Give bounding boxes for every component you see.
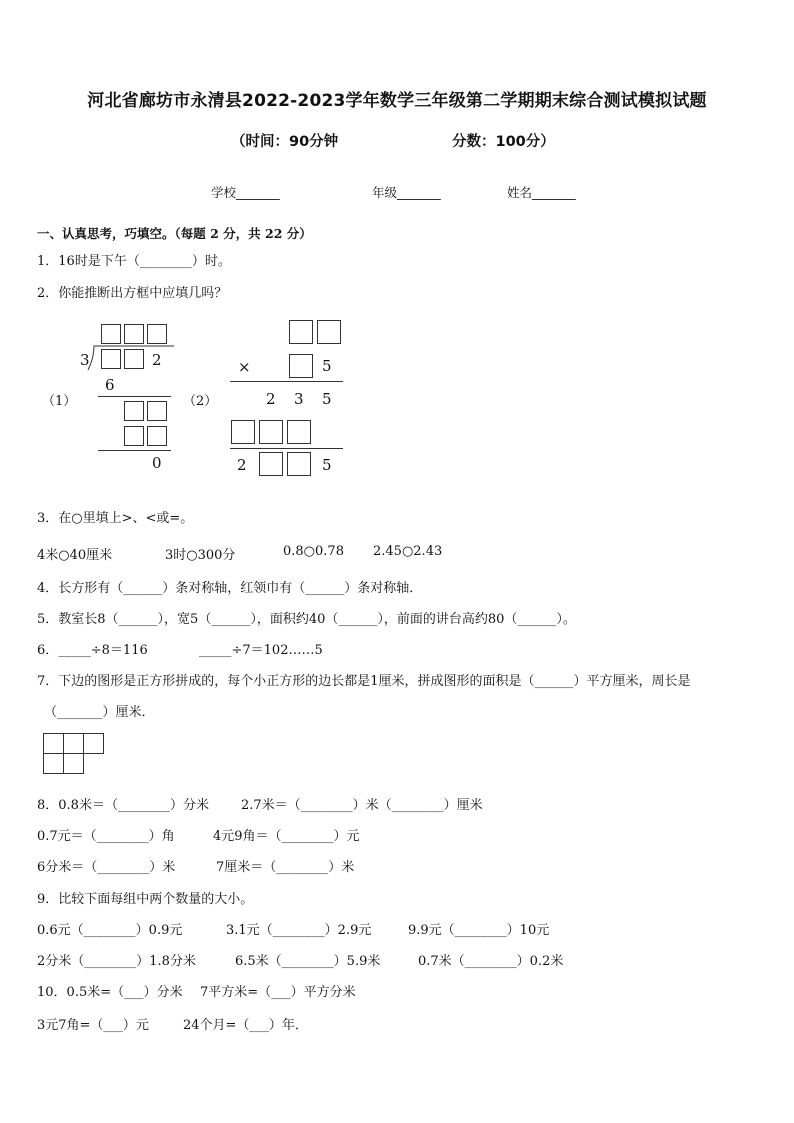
name-field: 姓名_______: [507, 185, 576, 200]
grade-field: 年级_______: [372, 185, 441, 200]
division-line: [98, 450, 171, 451]
figure-1-label: （1）: [42, 394, 77, 409]
times-sign: ×: [238, 358, 251, 376]
question-8-r2a: 0.7元＝（________）角: [37, 829, 175, 844]
product-digit: 3: [294, 390, 304, 408]
blank-box: [289, 320, 313, 344]
multiplication-line: [230, 448, 343, 449]
question-9: 9．比较下面每组中两个数量的大小。: [37, 892, 254, 907]
remainder-digit: 0: [152, 454, 162, 472]
blank-box: [101, 349, 121, 369]
square-cell: [43, 733, 64, 754]
square-cell: [83, 733, 104, 754]
compare-item: 2.45○2.43: [373, 544, 443, 559]
figure-2-label: （2）: [183, 394, 218, 409]
section-heading: 一、认真思考，巧填空。（每题 2 分，共 22 分）: [37, 226, 312, 241]
question-10-r2b: 24个月=（___）年．: [183, 1018, 308, 1033]
question-3: 3．在○里填上>、<或=。: [37, 511, 194, 526]
question-8-r3b: 7厘米＝（________）米: [216, 860, 355, 875]
product-digit: 5: [322, 390, 332, 408]
blank-box: [147, 426, 167, 446]
blank-box: [287, 420, 311, 444]
question-10-r2a: 3元7角=（___）元: [37, 1018, 149, 1033]
question-9-item: 6.5米（________）5.9米: [235, 954, 381, 969]
result-digit: 5: [322, 456, 332, 474]
question-4: 4．长方形有（______）条对称轴，红领巾有（______）条对称轴．: [37, 581, 423, 596]
blank-box: [317, 320, 341, 344]
question-8-r1a: 8．0.8米＝（________）分米: [37, 798, 209, 813]
divisor-digit: 3: [80, 351, 90, 369]
question-5: 5．教室长8（______），宽5（______），面积约40（______），前面的讲台高约80（______）。: [37, 612, 576, 627]
product-digit: 2: [266, 390, 276, 408]
division-line: [98, 396, 171, 397]
question-9-item: 0.7米（________）0.2米: [418, 954, 564, 969]
exam-time: （时间：90分钟: [231, 134, 339, 150]
blank-box: [259, 420, 283, 444]
blank-box: [124, 426, 144, 446]
question-8-r2b: 4元9角＝（________）元: [213, 829, 360, 844]
question-8-r1b: 2.7米＝（________）米（________）厘米: [241, 798, 483, 813]
compare-item: 3时○300分: [165, 548, 236, 563]
blank-box: [289, 354, 313, 378]
blank-box: [124, 401, 144, 421]
question-7-line1: 7．下边的图形是正方形拼成的，每个小正方形的边长都是1厘米，拼成图形的面积是（______）平方厘米，周长是: [37, 674, 691, 689]
question-10-r1b: 7平方米=（___）平方分米: [200, 985, 356, 1000]
question-6b: _____÷7＝102……5: [199, 643, 323, 658]
square-cell: [63, 753, 84, 774]
school-field: 学校_______: [211, 185, 280, 200]
square-cell: [63, 733, 84, 754]
question-9-item: 0.6元（________）0.9元: [37, 923, 183, 938]
exam-score: 分数：100分）: [452, 134, 555, 150]
blank-box: [259, 452, 283, 476]
question-9-item: 2分米（________）1.8分米: [37, 954, 196, 969]
blank-box: [101, 324, 121, 344]
compare-item: 0.8○0.78: [283, 544, 344, 559]
blank-box: [124, 324, 144, 344]
dividend-digit: 2: [152, 351, 162, 369]
question-9-item: 9.9元（________）10元: [408, 923, 550, 938]
compare-item: 4米○40厘米: [37, 548, 113, 563]
blank-box: [147, 324, 167, 344]
question-1: 1．16时是下午（________）时。: [37, 254, 231, 269]
multiplication-line: [230, 381, 343, 382]
blank-box: [287, 452, 311, 476]
question-8-r3a: 6分米＝（________）米: [37, 860, 176, 875]
partial-digit: 6: [105, 376, 115, 394]
multiplier-digit: 5: [322, 357, 332, 375]
question-6a: 6．_____÷8＝116: [37, 643, 148, 658]
question-2: 2．你能推断出方框中应填几吗？: [37, 286, 228, 301]
page-title: 河北省廊坊市永清县2022-2023学年数学三年级第二学期期末综合测试模拟试题: [87, 91, 707, 111]
blank-box: [124, 349, 144, 369]
result-digit: 2: [237, 456, 247, 474]
question-9-item: 3.1元（________）2.9元: [226, 923, 372, 938]
question-10-r1a: 10．0.5米=（___）分米: [37, 985, 183, 1000]
question-7-line2: （_______）厘米．: [44, 705, 155, 720]
blank-box: [147, 401, 167, 421]
square-cell: [43, 753, 64, 774]
blank-box: [231, 420, 255, 444]
